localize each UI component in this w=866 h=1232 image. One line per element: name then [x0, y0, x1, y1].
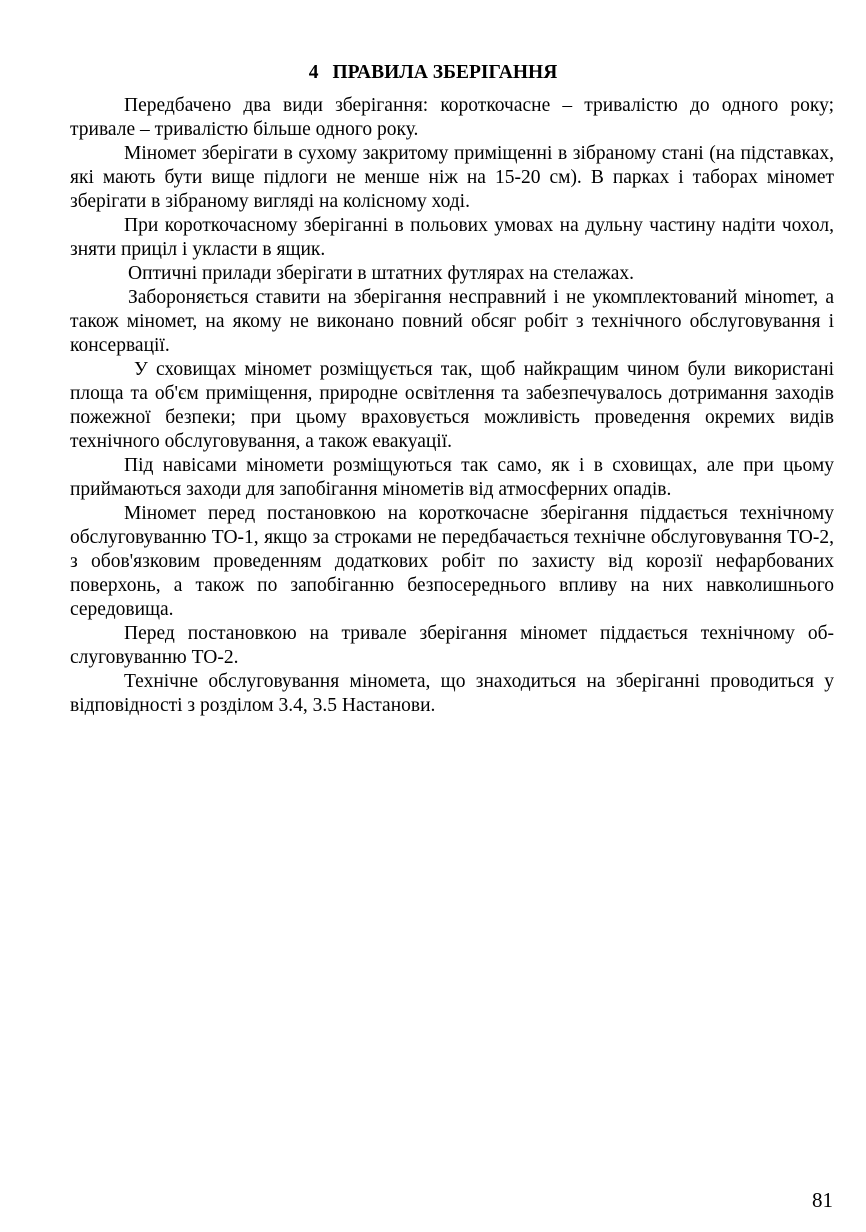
paragraph: При короткочасному зберіганні в польових умовах на дульну частину надіти чохол, зняти приціл і укласти в ящик.: [70, 215, 834, 260]
paragraph: Передбачено два види зберігання: короткочасне – тривалістю до одного року; тривале – тривалістю більше одного року.: [70, 95, 834, 140]
paragraph: Міномет зберігати в сухому закритому приміщенні в зібраному стані (на підставках, які мають бути вище підлоги не менше ніж на 15-20 см). В парках і таборах міномет зберігати в зібраному вигляді на колісному ході.: [70, 143, 834, 212]
paragraph: Під навісами міномети розміщуються так само, як і в сховищах, але при цьому приймаються заходи для запобігання мінометів від атмосферних опадів.: [70, 455, 834, 500]
page-number: 81: [812, 1188, 833, 1212]
section-heading: [0, 61, 866, 85]
paragraph: Забороняється ставити на зберігання несправний і не укомплектований міноmет, а також міномет, на якому не виконано повний обсяг робіт з технічного обслуговування і консервації.: [70, 287, 834, 356]
paragraph: Міномет перед постановкою на короткочасне зберігання піддається технічному обслуговуванню ТО-1, якщо за строками не передбачається технічне обслуговування ТО-2, з обов'язковим проведенням додаткових робіт по захисту від корозії нефарбованих поверхонь, а також по запобіганню безпосереднього впливу на них навколишнього середовища.: [70, 503, 834, 620]
paragraph: Оптичні прилади зберігати в штатних футлярах на стелажах.: [128, 263, 635, 284]
paragraph: У сховищах міномет розміщується так, щоб найкращим чином були використані площа та об'єм приміщення, природне освітлення та забезпечувалось дотримання заходів пожежної безпеки; при цьому враховується можливість проведення окремих видів технічного обслуговування, а також евакуації.: [70, 359, 834, 452]
section-body: [70, 94, 834, 718]
paragraph: Перед постановкою на тривале зберігання міномет піддається технічному обслуговуванню ТО-2.: [70, 623, 834, 668]
paragraph: Технічне обслуговування міномета, що знаходиться на зберіганні проводиться у відповідності з розділом 3.4, 3.5 Настанови.: [70, 671, 834, 716]
section-title: ПРАВИЛА ЗБЕРІГАННЯ: [332, 62, 558, 83]
section-number: 4: [308, 62, 319, 83]
